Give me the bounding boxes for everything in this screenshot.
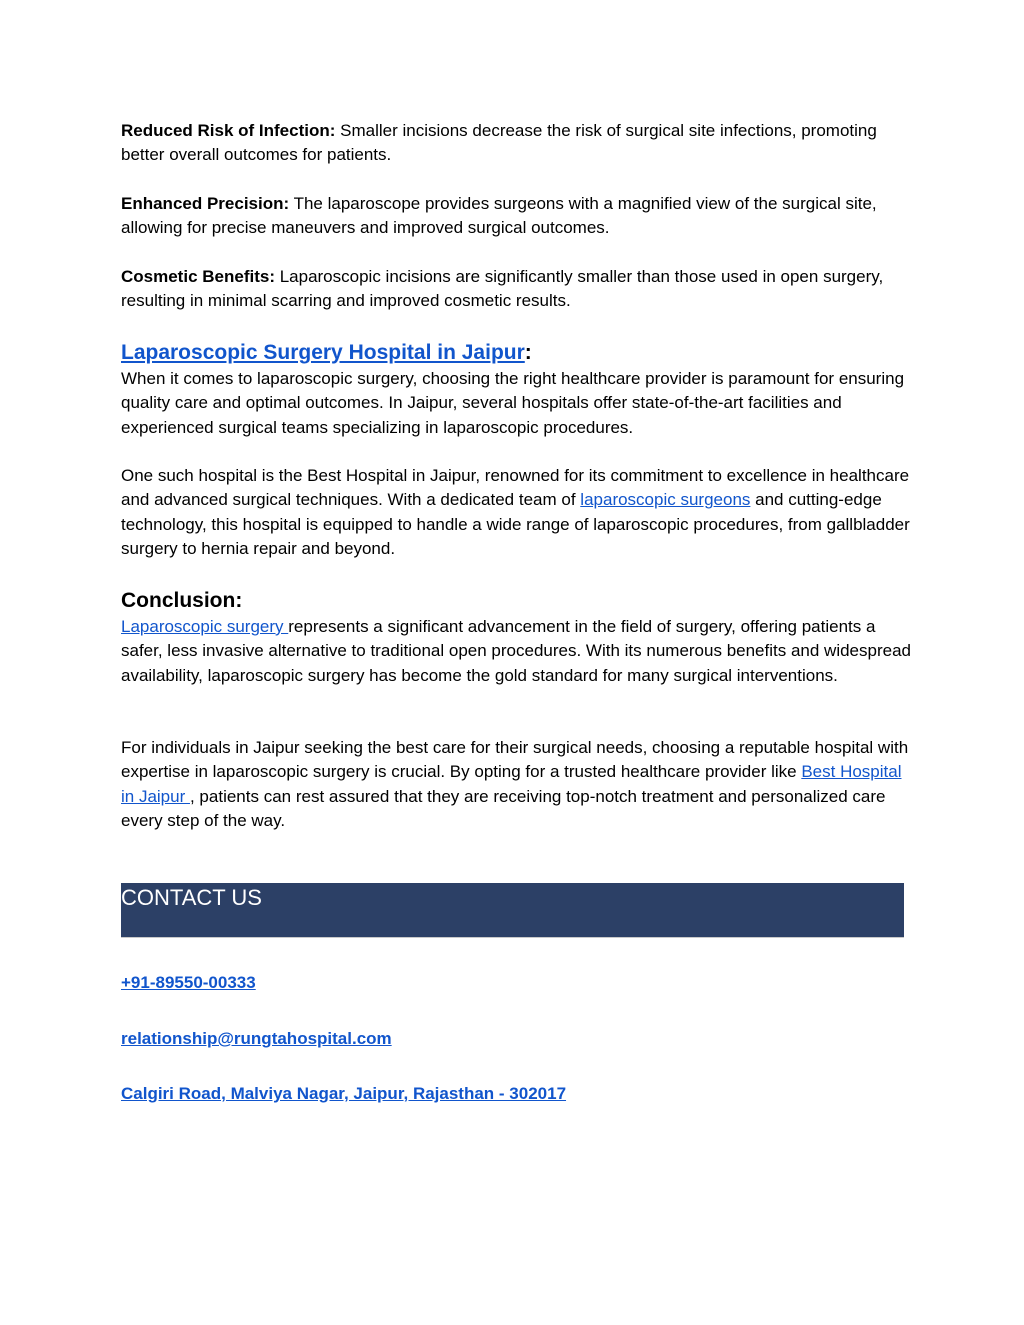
benefit-reduced-infection (121, 119, 911, 168)
benefit-text: The laparoscope provides surgeons with a magnified view of the surgical site, allowing for precise maneuvers and improved surgical outcomes. (121, 194, 877, 238)
paragraph-text: represents a significant advancement in the field of surgery, offering patients a safer, less invasive alternative to traditional open procedures. With its numerous benefits and widespread availability, laparoscopic surgery has become the gold standard for many surgical interventions. (121, 617, 911, 685)
conclusion-heading: Conclusion: (121, 589, 243, 612)
hospital-paragraph-1 (121, 367, 911, 440)
benefit-enhanced-precision (121, 192, 911, 241)
benefit-label: Cosmetic Benefits: (121, 267, 275, 286)
paragraph-text: , patients can rest assured that they are receiving top-notch treatment and personalized care every step of the way. (121, 786, 886, 831)
conclusion-heading-block (121, 587, 911, 615)
paragraph-text: For individuals in Jaipur seeking the best care for their surgical needs, choosing a reputable hospital with expertise in laparoscopic surgery is crucial. By opting for a trusted healthcare provider like (121, 738, 909, 782)
hospital-section-heading (121, 339, 911, 367)
benefit-paragraph (121, 192, 911, 241)
contact-phone-block (121, 971, 911, 995)
hospital-paragraph-2 (121, 464, 911, 562)
paragraph-text: When it comes to laparoscopic surgery, choosing the right healthcare provider is paramount for ensuring quality care and optimal outcomes. In Jaipur, several hospitals offer state-of-the-art facilities and experienced surgical teams specializing in laparoscopic procedures. (121, 369, 905, 437)
benefit-label: Reduced Risk of Infection: (121, 121, 336, 140)
contact-us-heading: CONTACT US (121, 885, 262, 910)
benefit-cosmetic (121, 265, 911, 314)
paragraph-text: and cutting-edge technology, this hospital is equipped to handle a wide range of laparoscopic procedures, from gallbladder surgery to hernia repair and beyond. (121, 490, 910, 559)
conclusion-paragraph-2 (121, 736, 911, 834)
benefit-paragraph (121, 119, 911, 168)
laparoscopic-surgeons-link[interactable]: laparoscopic surgeons (580, 490, 751, 510)
benefit-text: Smaller incisions decrease the risk of surgical site infections, promoting better overall outcomes for patients. (121, 121, 877, 165)
email-link[interactable]: relationship@rungtahospital.com (121, 1029, 392, 1048)
phone-link[interactable]: +91-89550-00333 (121, 973, 256, 992)
contact-address-block (121, 1082, 911, 1106)
contact-us-banner (121, 883, 904, 938)
heading-colon: : (524, 341, 532, 364)
paragraph-text: One such hospital is the Best Hospital in Jaipur, renowned for its commitment to excellence in healthcare and advanced surgical techniques. With a dedicated team of (121, 466, 910, 510)
contact-email-block (121, 1027, 911, 1051)
hospital-heading-link[interactable]: Laparoscopic Surgery Hospital in Jaipur (121, 341, 525, 364)
conclusion-paragraph-1 (121, 615, 911, 688)
benefit-text: Laparoscopic incisions are significantly smaller than those used in open surgery, resulting in minimal scarring and improved cosmetic results. (121, 267, 884, 311)
benefit-paragraph (121, 265, 911, 314)
best-hospital-link[interactable]: Best Hospital in Jaipur (121, 762, 902, 806)
address-link[interactable]: Calgiri Road, Malviya Nagar, Jaipur, Rajasthan - 302017 (121, 1084, 567, 1103)
benefit-label: Enhanced Precision: (121, 194, 290, 213)
laparoscopic-surgery-link[interactable]: Laparoscopic surgery (121, 617, 289, 636)
